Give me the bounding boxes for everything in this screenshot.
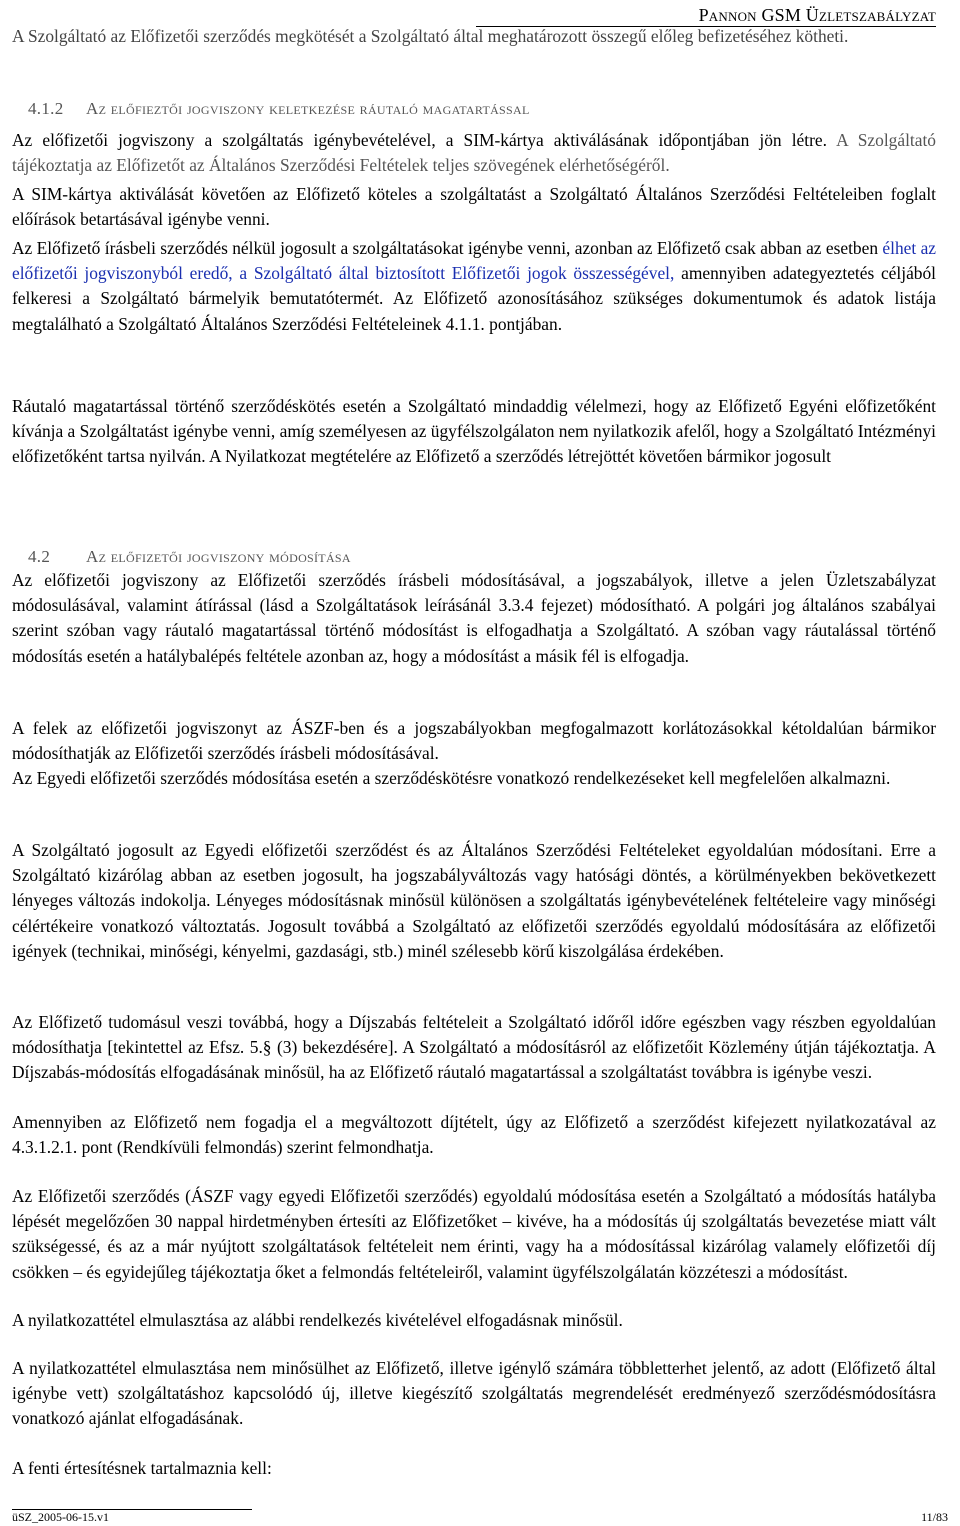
paragraph-text: Az előfizetői jogviszony a szolgáltatás igénybevételével, a SIM-kártya aktiválásának időpontjában jön létre. (12, 130, 827, 150)
paragraph-hirdetmeny: Az Előfizetői szerződés (ÁSZF vagy egyedi Előfizetői szerződés) egyoldalú módosítása esetén a Szolgáltató a módosítás hatályba lépését megelőzően 30 nappal hirdetményben értesíti az Előfizetőket – kivéve, ha a módosítás új szolgáltatás bevezetése miatt vált szükségessé, és az a már nyújtott szolgáltatások feltételeit nem érinti, vagy ha a módosítással kizárólag valamely előfizetői díj csökken – és egyidejűleg tájékoztatja őket a felmondás feltételeiről, valamint ügyfélszolgálatán közzéteszi a módosítást. (12, 1186, 936, 1282)
section-number: 4.1.2 (28, 99, 64, 118)
paragraph-rautalo-szerzodeskotes: Ráutaló magatartással történő szerződéskötés esetén a Szolgáltató mindaddig vélelmezi, hogy az Előfizető Egyéni előfizetőként kívánja a Szolgáltatást igénybe venni, amíg személyesen az ügyfélszolgálaton nem nyilatkozik afelől, hogy a Szolgáltató Intézményi előfizetőként tartsa nyilván. A Nyilatkozat megtételére az Előfizető a szerződés létrejöttét követően bármikor jogosult (12, 396, 936, 467)
paragraph-felek-modositas: A felek az előfizetői jogviszonyt az ÁSZF-ben és a jogszabályokban megfogalmazott korlátozásokkal kétoldalúan bármikor módosíthatják az Előfizetői szerződés írásbeli módosításával. (12, 718, 936, 764)
paragraph-text: Általános Szerződési Feltételek teljes szövegének elérhetőségéről. (209, 155, 670, 176)
paragraph-jogviszony-modositas: Az előfizetői jogviszony az Előfizetői szerződés írásbeli módosításával, a jogszabályok, illetve a jelen Üzletszabályzat módosulásával, valamint átírással (lásd a Szolgáltatások leírásánál 3.3.4 fejezet) módosítható. A polgári jog általános szabályai szerint szóban vagy ráutaló magatartással történő módosítást is elfogadhatja a Szolgáltató. A szóban vagy ráutalással történő módosítás esetén a hatálybalépés feltétele azonban az, hogy a módosítást a másik fél is elfogadja. (12, 570, 936, 666)
paragraph-egyoldalu-modositas: A Szolgáltató jogosult az Egyedi előfizetői szerződést és az Általános Szerződési Feltételeket egyoldalúan módosítani. Erre a Szolgáltató kizárólag abban az esetben jogosult, ha jogszabályváltozás vagy hatósági döntés, a körülményekben bekövetkezett lényeges változás indokolja. Lényeges módosításnak minősül különösen a szolgáltatás igénybevételének feltételeire vagy minőségi célértékeire vonatkozó változtatás. Jogosult továbbá a Szolgáltató az előfizetői szerződés egyoldalú módosítására az előfizetői igények (technikai, minőségi, kényelmi, gazdasági, stb.) minél szélesebb körű kiszolgálása érdekében. (12, 840, 936, 961)
paragraph-nyilatkozattetel: A nyilatkozattétel elmulasztása az alábbi rendelkezés kivételével elfogadásnak minősül. (12, 1310, 623, 1330)
paragraph-felmondas: Amennyiben az Előfizető nem fogadja el a megváltozott díjtételt, úgy az Előfizető a szerződést kifejezett nyilatkozatával az 4.3.1.2.1. pont (Rendkívüli felmondás) szerint felmondhatja. (12, 1112, 936, 1158)
section-number: 4.2 (28, 547, 51, 566)
paragraph-ertesites: A fenti értesítésnek tartalmaznia kell: (12, 1458, 272, 1478)
paragraph-text: A Szolgáltató tájékoztatja az Előfizetőt az (12, 130, 936, 176)
page-header: Pannon GSM Üzletszabályzat (476, 4, 936, 27)
section-heading-4-2 (28, 546, 351, 568)
footer-document-id: üSZ_2005-06-15.v1 (12, 1510, 109, 1524)
paragraph-text: Az Előfizető írásbeli szerződés nélkül jogosult a szolgáltatásokat igénybe venni, azonban az Előfizető csak abban az esetben (12, 238, 879, 258)
section-title: Az előfieztői jogviszony keletkezése ráutaló magatartással (86, 99, 530, 118)
paragraph-jogviszony-letrejotte (12, 128, 936, 178)
intro-paragraph: A Szolgáltató az Előfizetői szerződés megkötését a Szolgáltató által meghatározott összegű előleg befizetéséhez kötheti. (12, 26, 849, 46)
paragraph-irasbeli-szerzodes (12, 236, 936, 337)
paragraph-text: amennyiben adategyeztetés céljából felkeresi a Szolgáltató bármelyik bemutatótermét. Az Előfizető azonosításához szükséges dokumentumok és adatok listája megtalálható a Szolgáltató Általános Szerződési Feltételeinek 4.1.1. pontjában. (12, 263, 937, 334)
paragraph-highlight: élhet az előfizetői jogviszonyból eredő, a Szolgáltató által biztosított Előfizetői jogok összességével, (12, 238, 937, 284)
section-title: Az előfizetői jogviszony módosítása (86, 547, 351, 566)
paragraph-sim-aktivalas: A SIM-kártya aktiválását követően az Előfizető köteles a szolgáltatást a Szolgáltató Általános Szerződési Feltételeiben foglalt előírások betartásával igénybe venni. (12, 184, 936, 230)
paragraph-dijszabas: Az Előfizető tudomásul veszi továbbá, hogy a Díjszabás feltételeit a Szolgáltató időről időre egészben vagy részben egyoldalúan módosíthatja [tekintettel az Efsz. 5.§ (3) bekezdésére]. A Szolgáltató a módosításról az előfizetőit Közlemény útján tájékoztatja. A Díjszabás-módosítás elfogadásának minősül, ha az Előfizető ráutaló magatartással a szolgáltatást továbbra is igénybe veszi. (12, 1012, 936, 1083)
footer-page-number: 11/83 (921, 1510, 948, 1524)
section-heading-4-1-2 (28, 98, 530, 120)
paragraph-tobbletteher: A nyilatkozattétel elmulasztása nem minősülhet az Előfizető, illetve igénylő számára többletterhet jelentő, az adott (Előfizető által igénybe vett) szolgáltatáshoz kapcsolódó új, illetve kiegészítő szolgáltatás megrendelését eredményező szerződésmódosításra vonatkozó ajánlat elfogadásának. (12, 1358, 936, 1429)
paragraph-egyedi-modositas: Az Egyedi előfizetői szerződés módosítása esetén a szerződéskötésre vonatkozó rendelkezéseket kell megfelelően alkalmazni. (12, 768, 891, 788)
